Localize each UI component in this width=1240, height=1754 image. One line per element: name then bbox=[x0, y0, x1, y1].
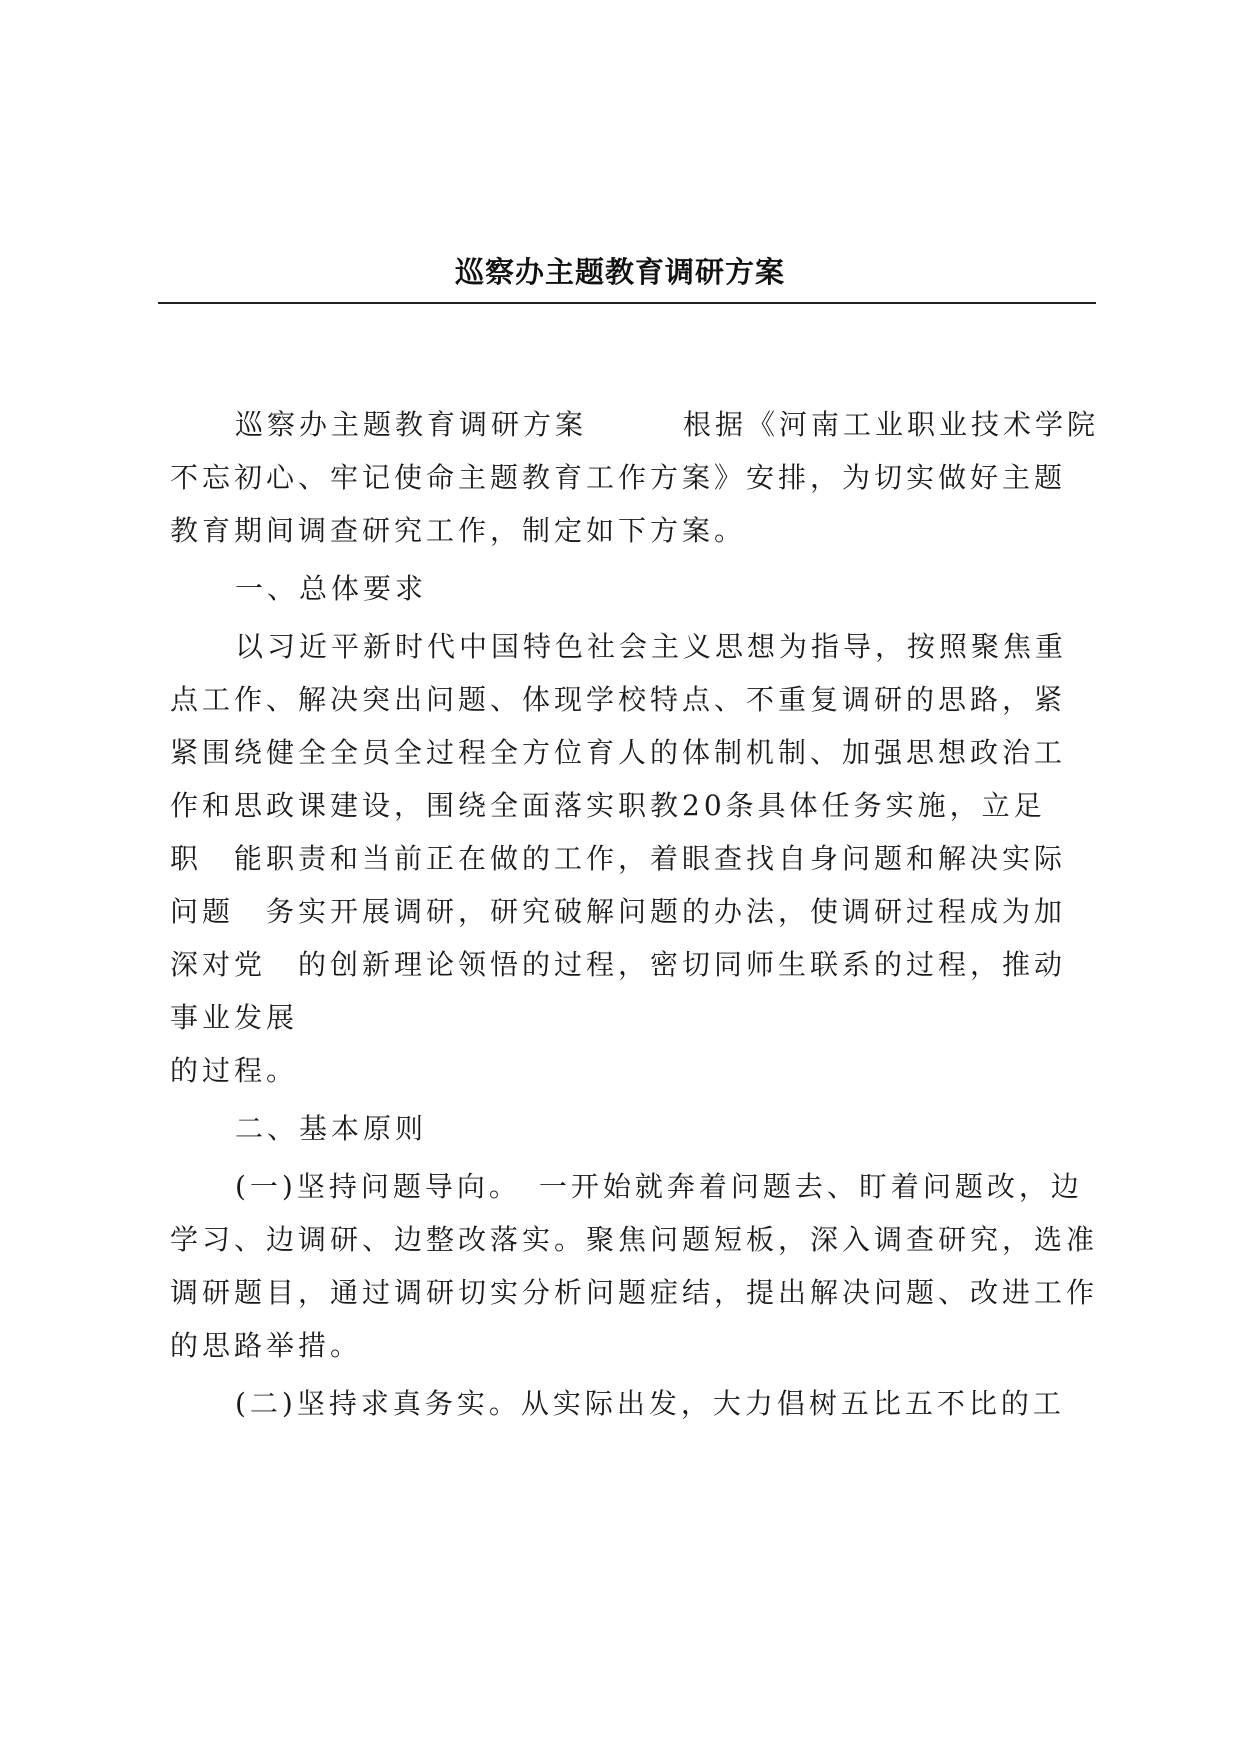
body-line: 调研题目，通过调研切实分析问题症结，提出解决问题、改进工作 bbox=[170, 1276, 1099, 1309]
body-line: 紧围绕健全全员全过程全方位育人的体制机制、加强思想政治工 bbox=[170, 736, 1067, 769]
body-line: (一)坚持问题导向。 一开始就奔着问题去、盯着问题改，边 bbox=[235, 1170, 1083, 1203]
body-line: 深对党 的创新理论领悟的过程，密切同师生联系的过程，推动 bbox=[170, 948, 1067, 981]
document-body bbox=[170, 398, 1100, 1430]
body-line: 的过程。 bbox=[170, 1054, 299, 1087]
body-line: 点工作、解决突出问题、体现学校特点、不重复调研的思路，紧 bbox=[170, 683, 1067, 716]
body-line: 不忘初心、牢记使命主题教育工作方案》安排，为切实做好主题 bbox=[170, 461, 1067, 494]
body-line: 作和思政课建设，围绕全面落实职教20条具体任务实施，立足 bbox=[170, 789, 1046, 822]
body-line: 一、总体要求 bbox=[235, 572, 428, 605]
body-line: 问题 务实开展调研，研究破解问题的办法，使调研过程成为加 bbox=[170, 895, 1067, 928]
title-underline bbox=[158, 302, 1096, 304]
body-line: (二)坚持求真务实。从实际出发，大力倡树五比五不比的工 bbox=[235, 1387, 1065, 1420]
body-line: 学习、边调研、边整改落实。聚焦问题短板，深入调查研究，选准 bbox=[170, 1223, 1099, 1256]
body-line: 事业发展 bbox=[170, 1001, 299, 1034]
body-line: 二、基本原则 bbox=[235, 1112, 428, 1145]
body-line: 教育期间调查研究工作，制定如下方案。 bbox=[170, 514, 747, 547]
body-line: 巡察办主题教育调研方案 根据《河南工业职业技术学院 bbox=[235, 408, 1100, 441]
body-line: 的思路举措。 bbox=[170, 1329, 363, 1362]
document-title: 巡察办主题教育调研方案 bbox=[454, 255, 785, 289]
body-line: 职 能职责和当前正在做的工作，着眼查找自身问题和解决实际 bbox=[170, 842, 1067, 875]
body-line: 以习近平新时代中国特色社会主义思想为指导，按照聚焦重 bbox=[235, 630, 1068, 663]
